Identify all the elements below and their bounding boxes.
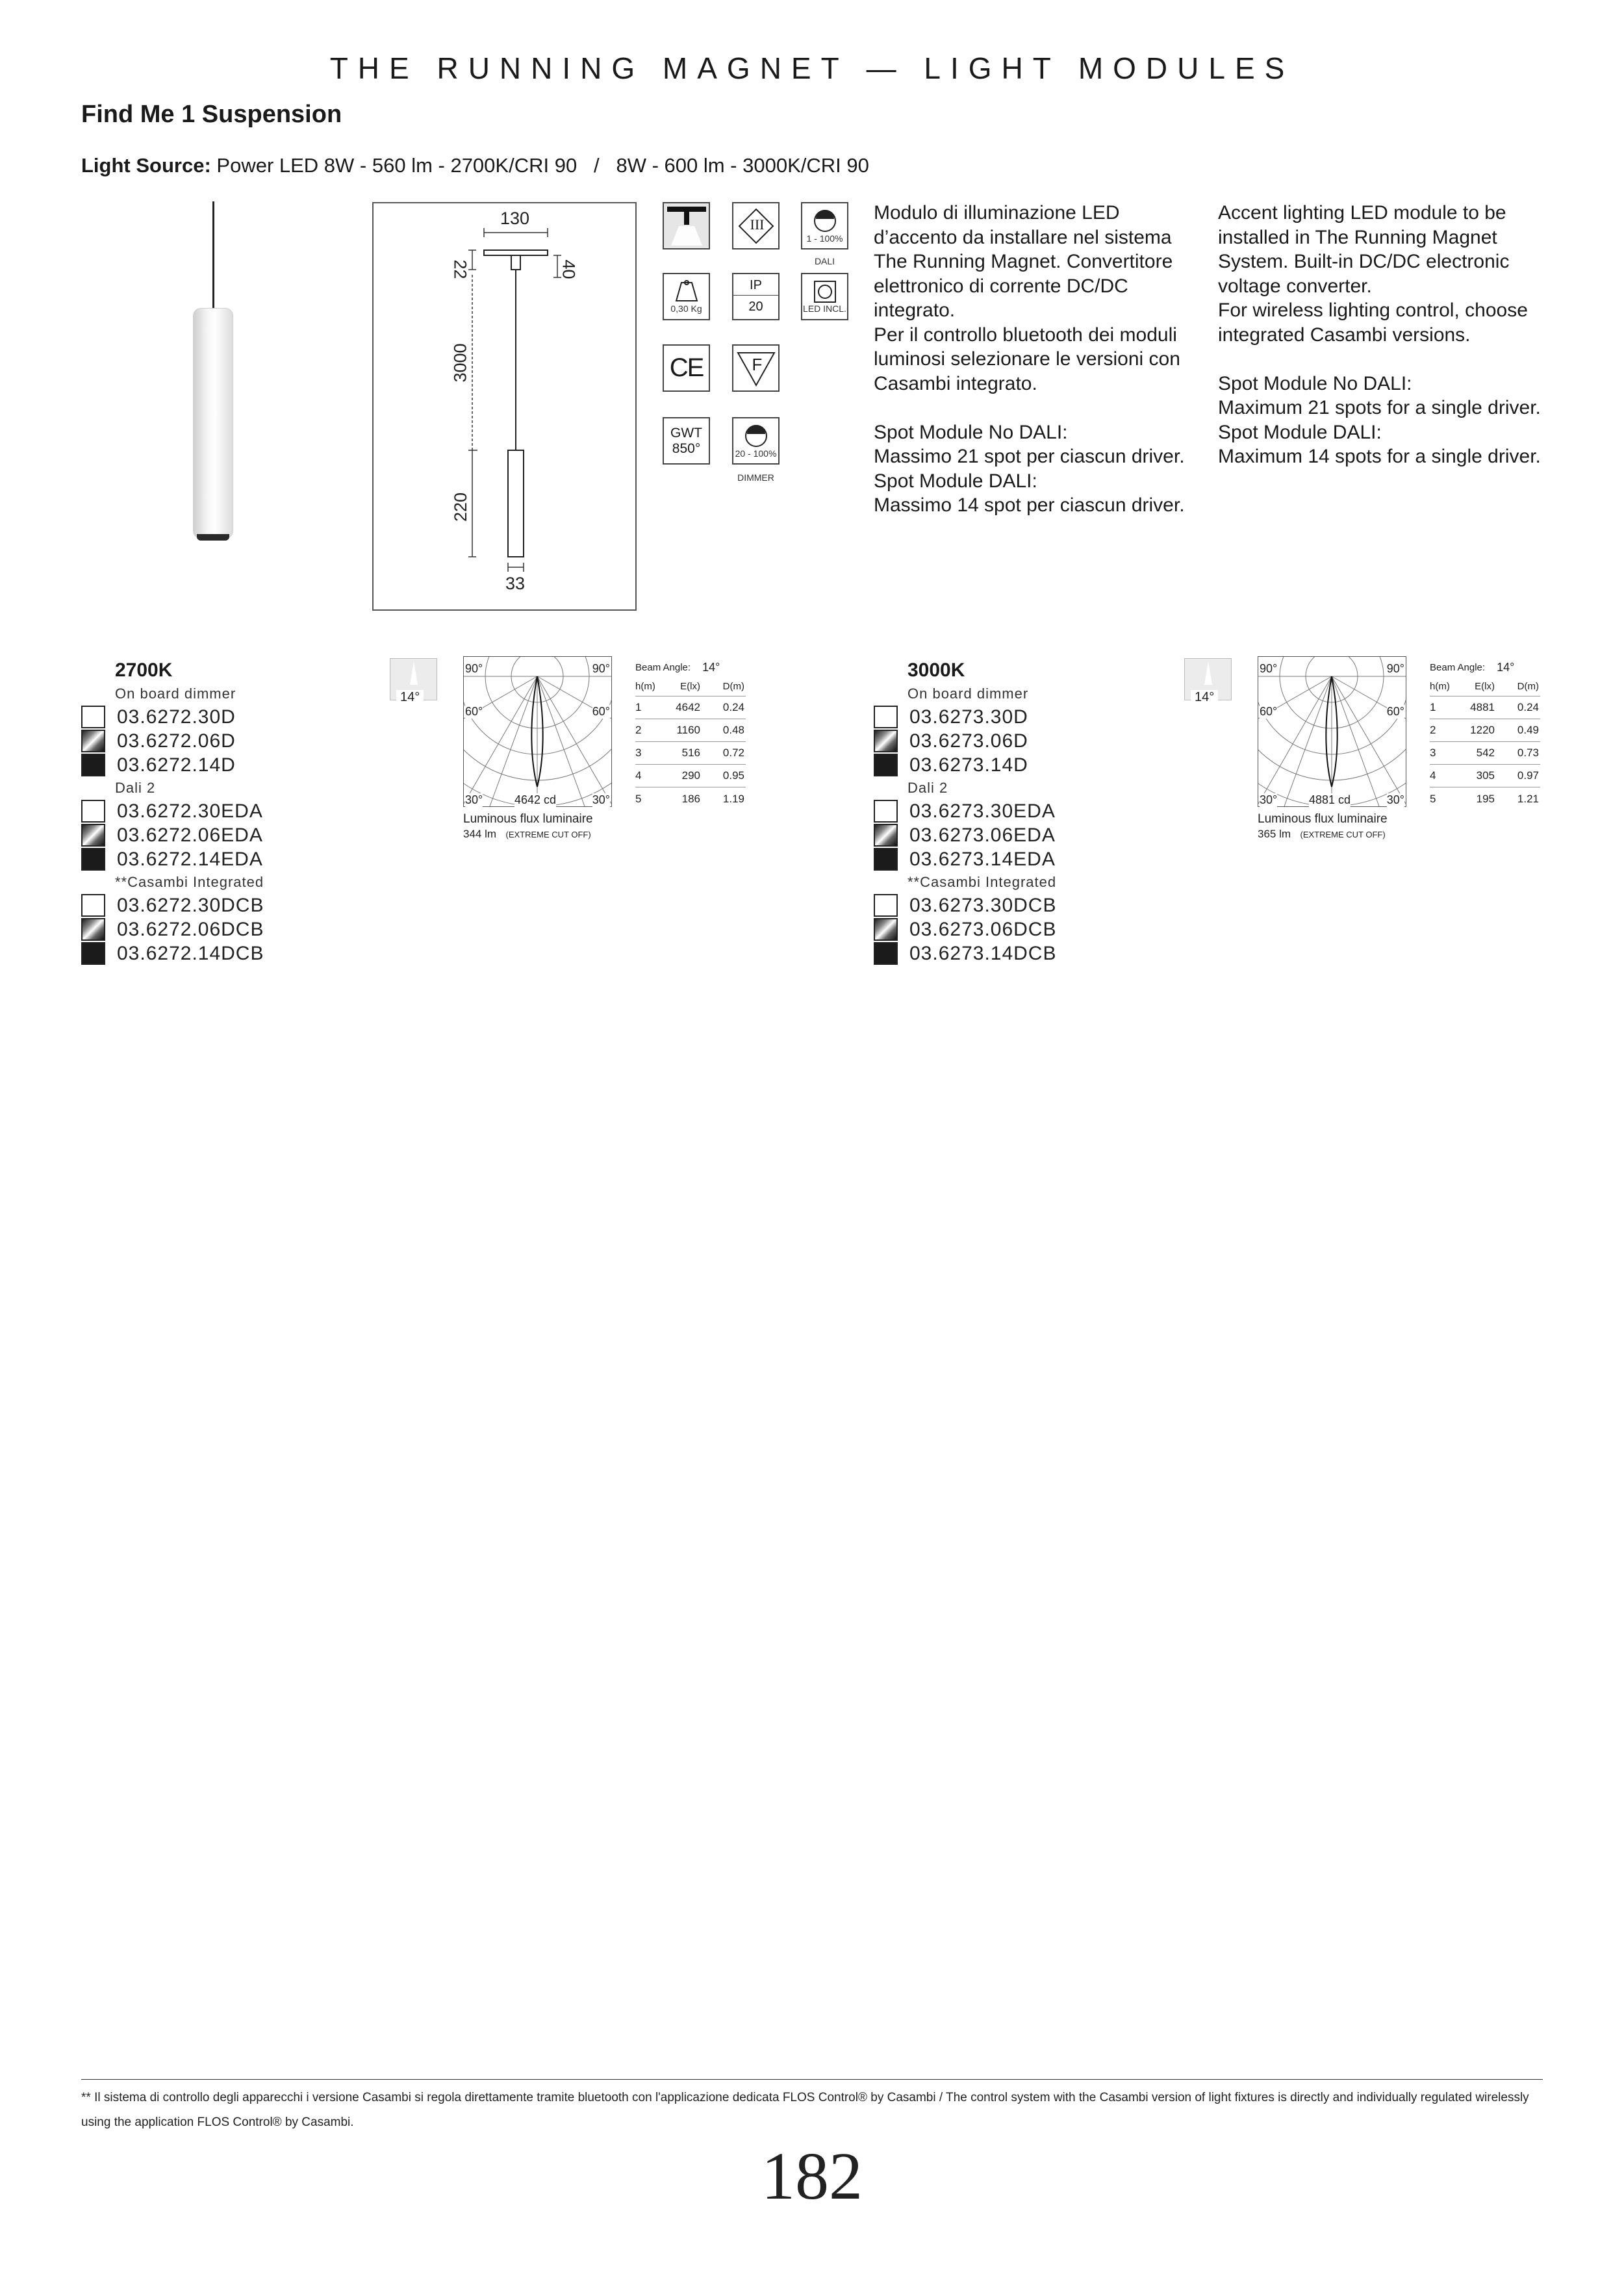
product-code: 03.6273.14DCB bbox=[909, 942, 1057, 964]
beam-angle-icon-label: 14° bbox=[396, 690, 424, 705]
ce-mark-icon bbox=[663, 344, 710, 392]
cell: 1 bbox=[1430, 701, 1436, 713]
product-code: 03.6272.30EDA bbox=[117, 800, 263, 822]
beam-angle-icon-label: 14° bbox=[1191, 690, 1218, 705]
code-row bbox=[81, 893, 354, 917]
code-row bbox=[81, 729, 354, 753]
flux-value-line bbox=[1258, 828, 1386, 841]
polar-label: 90° bbox=[1260, 662, 1278, 675]
dimmer-range-icon bbox=[732, 417, 780, 465]
finish-white-swatch bbox=[874, 894, 898, 917]
cell: 0.24 bbox=[722, 701, 744, 713]
flux-label: Luminous flux luminaire bbox=[463, 812, 593, 826]
group-label: On board dimmer bbox=[907, 685, 1029, 702]
code-row bbox=[81, 705, 354, 729]
code-row bbox=[874, 917, 1147, 941]
cell: 0.72 bbox=[722, 747, 744, 759]
code-row bbox=[81, 917, 354, 941]
beam-value: 14° bbox=[702, 660, 720, 674]
product-code: 03.6273.30D bbox=[909, 706, 1028, 728]
cell: 0.48 bbox=[722, 724, 744, 736]
code-row bbox=[874, 753, 1147, 777]
class-3-icon bbox=[732, 202, 780, 249]
cell: 0.95 bbox=[722, 769, 744, 782]
light-source-line bbox=[81, 154, 869, 177]
polar-label: 90° bbox=[592, 662, 610, 675]
dimmer-label: DIMMER bbox=[737, 472, 774, 483]
finish-black-swatch bbox=[81, 942, 105, 965]
table-row bbox=[1430, 742, 1540, 765]
polar-label: 30° bbox=[1260, 793, 1278, 806]
cell: 5 bbox=[1430, 792, 1436, 805]
product-code: 03.6272.14D bbox=[117, 754, 236, 776]
table-row bbox=[1430, 787, 1540, 810]
description-english-text: Accent lighting LED module to be installed in The Running Magnet System. Built-in DC/DC electronic voltage converter. For wireless lighting control, choose integrated Casambi versions. Spot Module No DALI: Maximum 21 spots for a single driver. Spot Module DALI: Maximum 14 spots for a single driver. bbox=[1218, 202, 1541, 467]
finish-black-swatch bbox=[874, 754, 898, 776]
finish-chrome-swatch bbox=[81, 824, 105, 847]
product-title: Find Me 1 Suspension bbox=[81, 101, 342, 128]
polar-diagram bbox=[1258, 656, 1406, 807]
lamp-cable bbox=[212, 201, 214, 309]
cell: 1220 bbox=[1470, 724, 1495, 736]
group-label: **Casambi Integrated bbox=[115, 874, 264, 890]
polar-label: 30° bbox=[465, 793, 483, 806]
dali-label: DALI bbox=[814, 256, 835, 266]
technical-drawing bbox=[372, 202, 637, 611]
code-row bbox=[81, 823, 354, 847]
led-included-icon bbox=[801, 273, 848, 320]
code-row bbox=[874, 941, 1147, 965]
col-header: h(m) bbox=[635, 681, 655, 692]
dim-22: 22 bbox=[450, 259, 470, 279]
product-code: 03.6272.14EDA bbox=[117, 848, 263, 870]
col-header: D(m) bbox=[1517, 681, 1539, 692]
group-label: **Casambi Integrated bbox=[907, 874, 1057, 890]
cell: 4642 bbox=[676, 701, 700, 713]
product-code: 03.6272.30D bbox=[117, 706, 236, 728]
polar-label: 60° bbox=[1386, 705, 1404, 718]
col-header: D(m) bbox=[722, 681, 744, 692]
polar-label: 90° bbox=[1386, 662, 1404, 675]
light-source-value: Power LED 8W - 560 lm - 2700K/CRI 90 / 8W - 600 lm - 3000K/CRI 90 bbox=[216, 154, 869, 177]
code-row bbox=[81, 941, 354, 965]
description-english bbox=[1218, 201, 1569, 469]
flux-note: (EXTREME CUT OFF) bbox=[505, 830, 591, 839]
f-label: F bbox=[752, 355, 763, 374]
dim-3000: 3000 bbox=[450, 343, 470, 383]
footnote: ** Il sistema di controllo degli apparecchi i versione Casambi si regola direttamente tramite bluetooth con l'applicazione dedicata FLOS Control® by Casambi / The control system with the Casambi version of light fixtures is directly and individually regulated wirelessly using the application FLOS Control® by Casambi. bbox=[81, 2091, 1529, 2129]
weight-label: 0,30 Kg bbox=[670, 303, 702, 314]
cell: 3 bbox=[635, 747, 642, 759]
ip-rating-icon bbox=[732, 273, 780, 320]
product-code: 03.6273.14EDA bbox=[909, 848, 1056, 870]
code-row bbox=[874, 729, 1147, 753]
product-code: 03.6273.06EDA bbox=[909, 824, 1056, 846]
light-source-label: Light Source: bbox=[81, 154, 211, 177]
flux-note: (EXTREME CUT OFF) bbox=[1300, 830, 1386, 839]
polar-label: 30° bbox=[1386, 793, 1404, 806]
dim-130: 130 bbox=[500, 209, 530, 228]
finish-white-swatch bbox=[81, 800, 105, 823]
polar-diagram bbox=[463, 656, 612, 807]
led-included-label: LED INCL. bbox=[803, 303, 846, 314]
code-row bbox=[81, 753, 354, 777]
polar-label: 60° bbox=[465, 705, 483, 718]
code-row bbox=[81, 799, 354, 823]
code-row bbox=[874, 893, 1147, 917]
cell: 0.97 bbox=[1517, 769, 1539, 782]
code-row bbox=[874, 847, 1147, 871]
product-code: 03.6273.30EDA bbox=[909, 800, 1056, 822]
cell: 290 bbox=[681, 769, 700, 782]
weight-icon bbox=[663, 273, 710, 320]
finish-black-swatch bbox=[81, 754, 105, 776]
table-row bbox=[1430, 719, 1540, 742]
finish-chrome-swatch bbox=[81, 730, 105, 752]
polar-candela: 4881 cd bbox=[1309, 793, 1351, 806]
finish-white-swatch bbox=[874, 800, 898, 823]
finish-white-swatch bbox=[81, 894, 105, 917]
dim-220: 220 bbox=[451, 492, 471, 522]
cell: 2 bbox=[1430, 724, 1436, 736]
product-code: 03.6272.06DCB bbox=[117, 918, 264, 940]
product-code: 03.6272.30DCB bbox=[117, 894, 264, 916]
dali-range-icon bbox=[801, 202, 848, 249]
finish-chrome-swatch bbox=[874, 824, 898, 847]
cell: 0.73 bbox=[1517, 747, 1539, 759]
cell: 1 bbox=[635, 701, 642, 713]
table-row bbox=[635, 765, 746, 787]
finish-black-swatch bbox=[874, 942, 898, 965]
code-row bbox=[874, 705, 1147, 729]
product-code: 03.6272.06EDA bbox=[117, 824, 263, 846]
gwt-value: 850° bbox=[672, 441, 701, 456]
flux-value-line bbox=[463, 828, 591, 841]
beam-value: 14° bbox=[1497, 660, 1515, 674]
polar-label: 60° bbox=[592, 705, 610, 718]
polar-label: 90° bbox=[465, 662, 483, 675]
col-header: E(lx) bbox=[680, 681, 700, 692]
cell: 4 bbox=[1430, 769, 1436, 782]
group-label: Dali 2 bbox=[115, 780, 156, 796]
ceiling-mount-icon bbox=[663, 202, 710, 249]
table-row bbox=[1430, 696, 1540, 719]
cell: 4 bbox=[635, 769, 642, 782]
beam-label: Beam Angle: bbox=[1430, 661, 1486, 673]
finish-black-swatch bbox=[874, 848, 898, 871]
dali-range-label: 1 - 100% bbox=[806, 233, 843, 244]
product-code: 03.6273.14D bbox=[909, 754, 1028, 776]
table-header bbox=[635, 677, 746, 696]
page-header: THE RUNNING MAGNET — LIGHT MODULES bbox=[329, 51, 1295, 85]
cell: 516 bbox=[681, 747, 700, 759]
code-row bbox=[81, 847, 354, 871]
product-code: 03.6272.14DCB bbox=[117, 942, 264, 964]
finish-white-swatch bbox=[81, 706, 105, 728]
finish-chrome-swatch bbox=[874, 730, 898, 752]
cell: 1160 bbox=[676, 724, 700, 736]
lamp-bottom-cap bbox=[197, 534, 229, 541]
beam-table bbox=[1430, 658, 1540, 810]
code-row bbox=[874, 799, 1147, 823]
page-number: 182 bbox=[761, 2139, 863, 2214]
ce-label: CE bbox=[669, 353, 704, 382]
polar-label: 30° bbox=[592, 793, 610, 806]
table-row bbox=[635, 719, 746, 742]
polar-label: 60° bbox=[1260, 705, 1278, 718]
dimmer-range-label: 20 - 100% bbox=[735, 448, 777, 459]
flux-value: 365 lm bbox=[1258, 828, 1291, 840]
cell: 0.24 bbox=[1517, 701, 1539, 713]
product-code: 03.6273.06DCB bbox=[909, 918, 1057, 940]
product-code: 03.6273.06D bbox=[909, 730, 1028, 752]
table-row bbox=[635, 787, 746, 810]
description-italian bbox=[874, 201, 1212, 518]
footer-divider bbox=[81, 2079, 1543, 2080]
group-label: Dali 2 bbox=[907, 780, 948, 796]
table-row bbox=[1430, 765, 1540, 787]
beam-label: Beam Angle: bbox=[635, 661, 691, 673]
cell: 0.49 bbox=[1517, 724, 1539, 736]
polar-candela: 4642 cd bbox=[514, 793, 557, 806]
description-italian-text: Modulo di illuminazione LED d’accento da installare nel sistema The Running Magnet. Convertitore elettronico di corrente DC/DC integrato. Per il controllo bluetooth dei moduli luminosi selezionare le versioni con Casambi integrato. Spot Module No DALI: Massimo 21 spot per ciascun driver. Spot Module DALI: Massimo 14 spot per ciascun driver. bbox=[874, 202, 1185, 516]
variant-temperature: 2700K bbox=[115, 659, 173, 681]
dimension-drawing bbox=[374, 203, 635, 609]
cell: 2 bbox=[635, 724, 642, 736]
class-3-label: III bbox=[750, 216, 765, 233]
variant-temperature: 3000K bbox=[907, 659, 965, 681]
cell: 1.21 bbox=[1517, 792, 1539, 805]
finish-chrome-swatch bbox=[81, 918, 105, 941]
code-row bbox=[874, 823, 1147, 847]
col-header: h(m) bbox=[1430, 681, 1450, 692]
cell: 195 bbox=[1476, 792, 1495, 805]
flux-label: Luminous flux luminaire bbox=[1258, 812, 1388, 826]
dim-40: 40 bbox=[559, 259, 579, 279]
beam-table bbox=[635, 658, 746, 810]
cell: 3 bbox=[1430, 747, 1436, 759]
table-row bbox=[635, 742, 746, 765]
finish-black-swatch bbox=[81, 848, 105, 871]
cell: 1.19 bbox=[722, 792, 744, 805]
table-row bbox=[635, 696, 746, 719]
variant-3000k bbox=[874, 658, 1147, 965]
variant-2700k bbox=[81, 658, 354, 965]
cell: 5 bbox=[635, 792, 642, 805]
product-code: 03.6272.06D bbox=[117, 730, 236, 752]
finish-white-swatch bbox=[874, 706, 898, 728]
group-label: On board dimmer bbox=[115, 685, 236, 702]
gwt-label: GWT bbox=[670, 425, 702, 441]
flux-value: 344 lm bbox=[463, 828, 497, 840]
finish-chrome-swatch bbox=[874, 918, 898, 941]
f-mark-icon bbox=[732, 344, 780, 392]
ip-value: 20 bbox=[748, 300, 763, 314]
table-header bbox=[1430, 677, 1540, 696]
col-header: E(lx) bbox=[1475, 681, 1495, 692]
cell: 542 bbox=[1476, 747, 1495, 759]
lamp-product-image bbox=[193, 308, 233, 539]
cell: 4881 bbox=[1470, 701, 1495, 713]
dim-33: 33 bbox=[505, 574, 526, 593]
product-code: 03.6273.30DCB bbox=[909, 894, 1057, 916]
ip-label: IP bbox=[733, 275, 778, 296]
glow-wire-icon bbox=[663, 417, 710, 465]
cell: 305 bbox=[1476, 769, 1495, 782]
cell: 186 bbox=[681, 792, 700, 805]
